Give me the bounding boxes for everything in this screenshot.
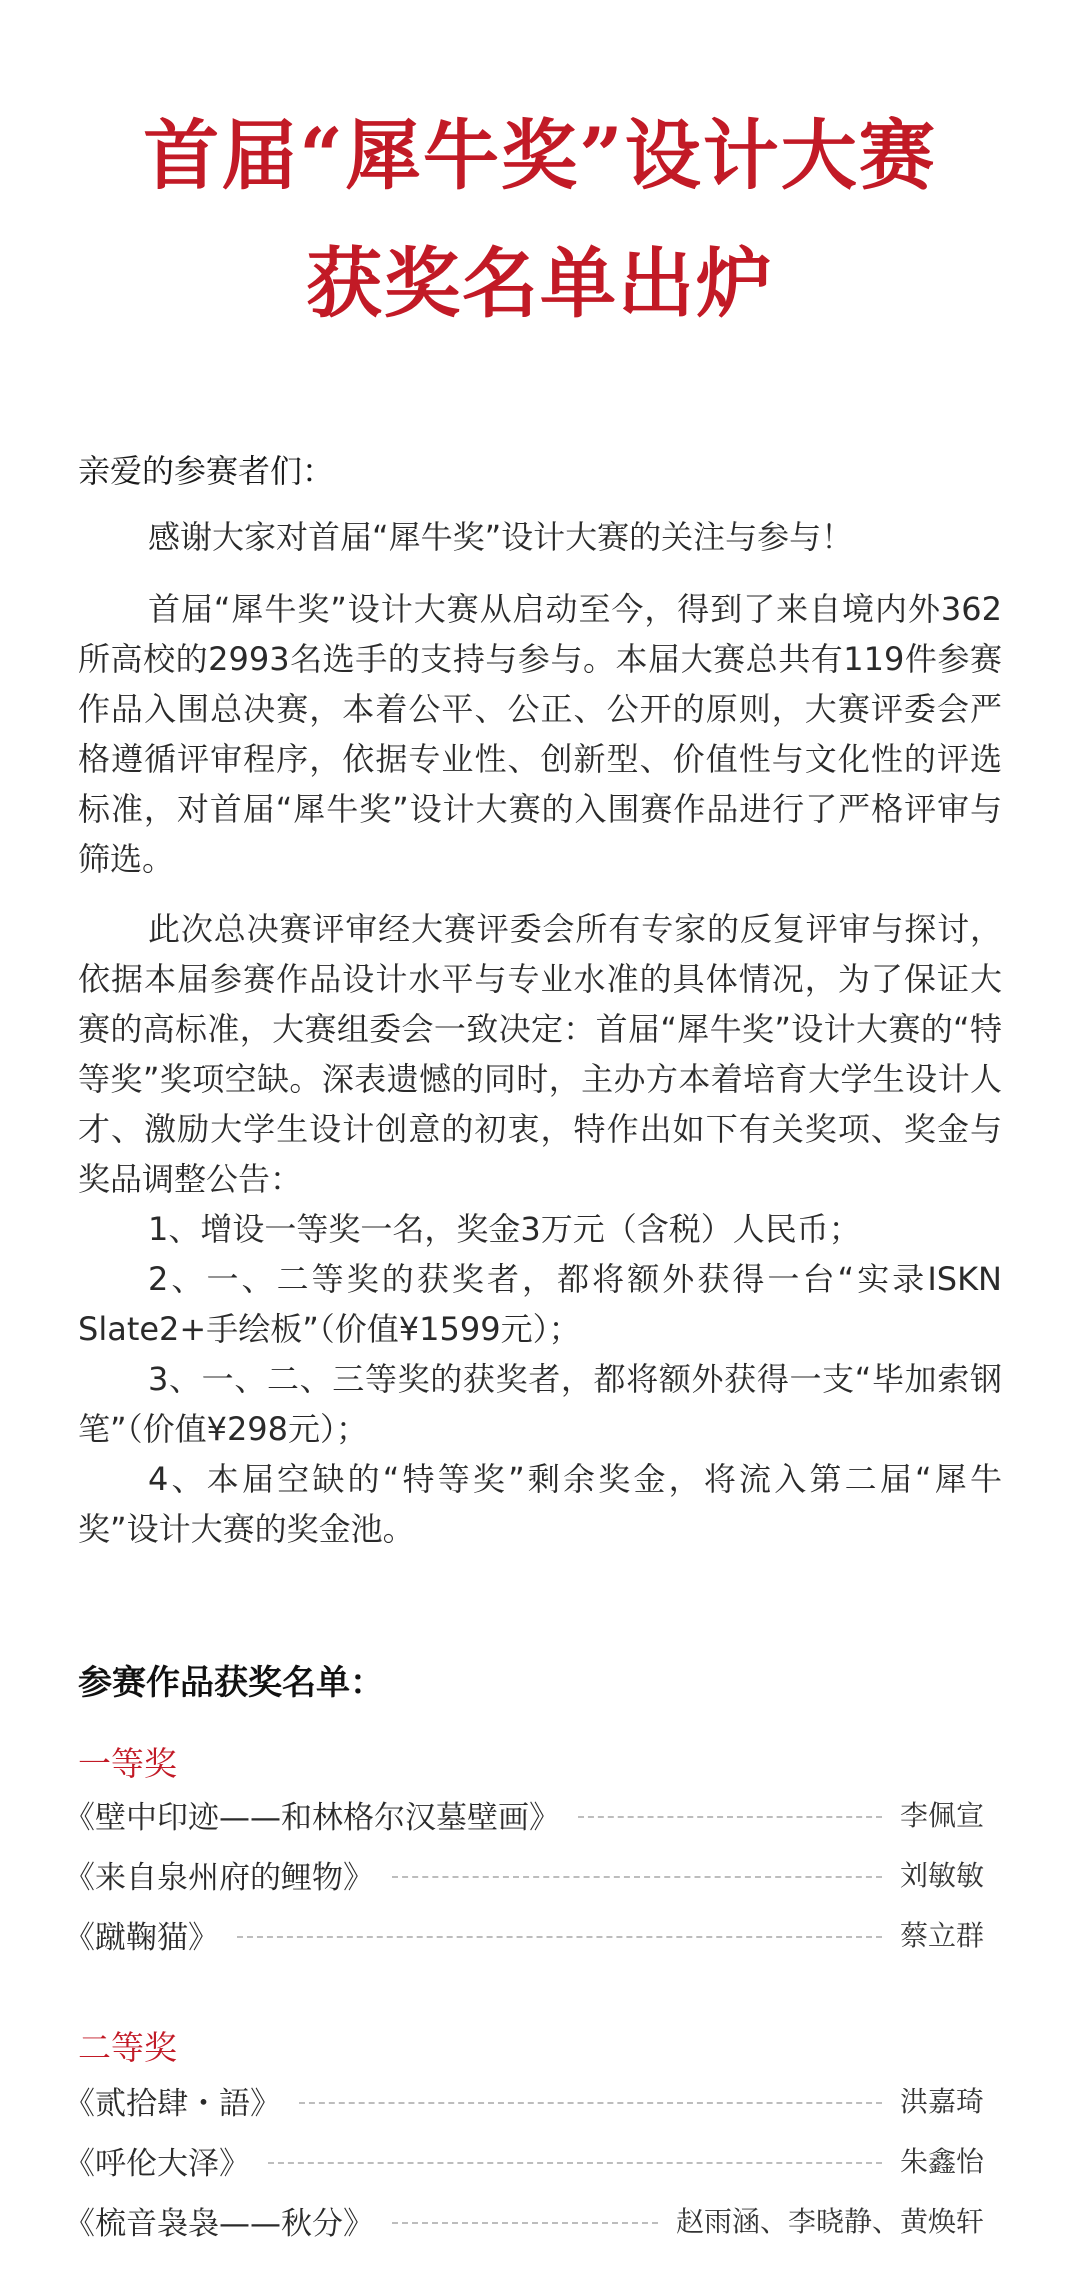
dotted-leader	[392, 2222, 658, 2224]
dotted-leader	[578, 1816, 882, 1818]
winner-entry	[64, 2198, 984, 2242]
adjustment-item-4: 4、本届空缺的“特等奖”剩余奖金，将流入第二届“犀牛奖”设计大赛的奖金池。	[78, 1460, 1002, 1548]
decision-section	[78, 904, 1002, 1554]
work-title: 《蹴鞠猫》	[64, 1919, 219, 1956]
work-title: 《壁中印迹——和林格尔汉墓壁画》	[64, 1799, 560, 1836]
greeting: 亲爱的参赛者们：	[78, 452, 335, 490]
prize-title-second: 二等奖	[78, 2028, 177, 2067]
winners-list-heading: 参赛作品获奖名单：	[78, 1663, 384, 1703]
winner-entry	[64, 2138, 984, 2182]
winner-name: 刘敏敏	[899, 1859, 984, 1892]
prize-title-first: 一等奖	[78, 1744, 177, 1783]
decision-paragraph: 此次总决赛评审经大赛评委会所有专家的反复评审与探讨，依据本届参赛作品设计水平与专业水准的具体情况，为了保证大赛的高标准，大赛组委会一致决定：首届“犀牛奖”设计大赛的“特等奖”奖项空缺。深表遗憾的同时，主办方本着培育大学生设计人才、激励大学生设计创意的初衷，特作出如下有关奖项、奖金与奖品调整公告：	[78, 910, 1002, 1198]
winner-name: 赵雨涵、李晓静、黄焕轩	[675, 2205, 984, 2238]
winner-entry	[64, 2078, 984, 2122]
winner-entry	[64, 1912, 984, 1956]
intro-paragraph: 首届“犀牛奖”设计大赛从启动至今，得到了来自境内外362所高校的2993名选手的支持与参与。本届大赛总共有119件参赛作品入围总决赛，本着公平、公正、公开的原则，大赛评委会严格遵循评审程序，依据专业性、创新型、价值性与文化性的评选标准，对首届“犀牛奖”设计大赛的入围赛作品进行了严格评审与筛选。	[78, 590, 1002, 878]
adjustment-item-3: 3、一、二、三等奖的获奖者，都将额外获得一支“毕加索钢笔”（价值¥298元）；	[78, 1360, 1002, 1448]
winner-name: 洪嘉琦	[899, 2085, 984, 2118]
work-title: 《呼伦大泽》	[64, 2145, 250, 2182]
winner-entry	[64, 1852, 984, 1896]
adjustment-item-2: 2、一、二等奖的获奖者，都将额外获得一台“实录ISKN Slate2+手绘板”（价值¥1599元）；	[78, 1260, 1002, 1348]
dotted-leader	[299, 2102, 882, 2104]
dotted-leader	[268, 2162, 882, 2164]
work-title: 《来自泉州府的鲤物》	[64, 1859, 374, 1896]
thanks-paragraph: 感谢大家对首届“犀牛奖”设计大赛的关注与参与！	[148, 518, 854, 556]
dotted-leader	[392, 1876, 882, 1878]
work-title: 《梳音袅袅——秋分》	[64, 2205, 374, 2242]
title-line-2: 获奖名单出炉	[306, 239, 774, 328]
winner-entry	[64, 1792, 984, 1836]
dotted-leader	[237, 1936, 882, 1938]
winner-name: 朱鑫怡	[899, 2145, 984, 2178]
winner-name: 蔡立群	[899, 1919, 984, 1952]
adjustment-item-1: 1、增设一等奖一名，奖金3万元（含税）人民币；	[148, 1210, 861, 1248]
title-line-1: 首届“犀牛奖”设计大赛	[143, 111, 937, 200]
winner-name: 李佩宣	[899, 1799, 984, 1832]
work-title: 《贰拾肆・語》	[64, 2085, 281, 2122]
